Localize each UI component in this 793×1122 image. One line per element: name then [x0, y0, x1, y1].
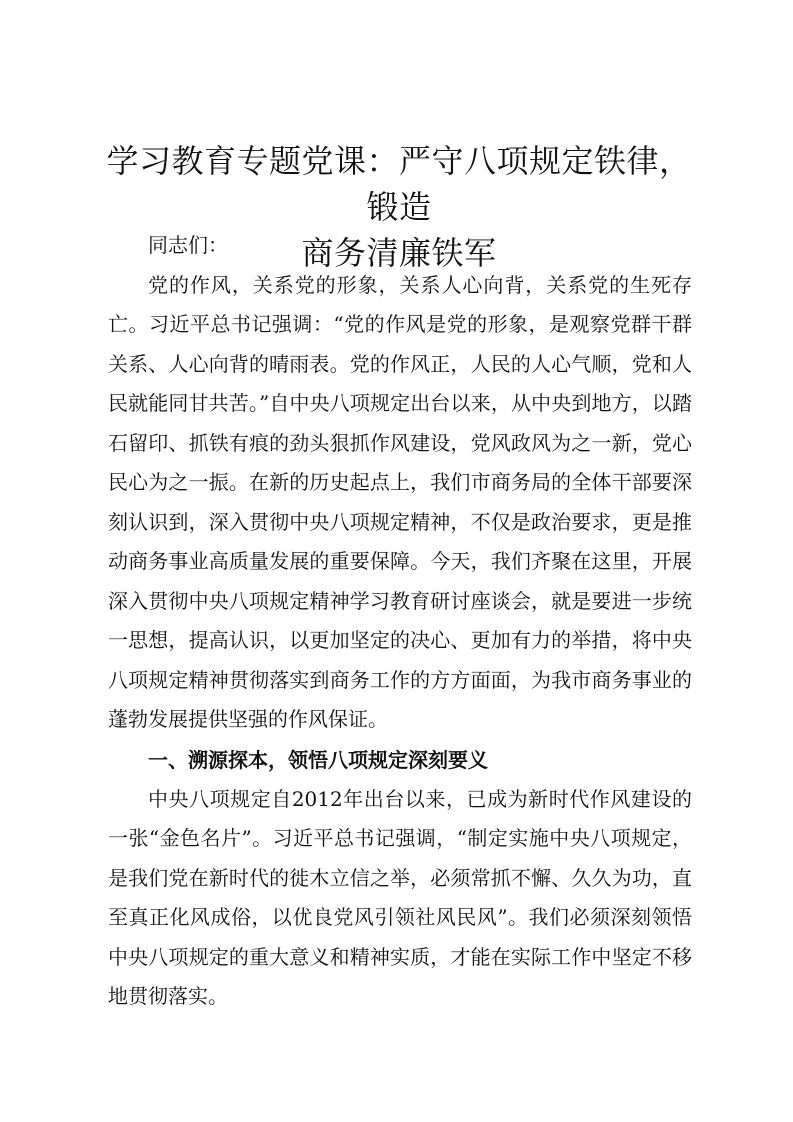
- paragraph-section-1: 中央八项规定自2012年出台以来，已成为新时代作风建设的一张“金色名片”。习近平总书记强调，“制定实施中央八项规定，是我们党在新时代的徙木立信之举，必须常抓不懈、久久为功，直至真正化风成俗，以优良党风引领社风民风”。我们必须深刻领悟中央八项规定的重大意义和精神实质，才能在实际工作中坚定不移地贯彻落实。: [108, 786, 692, 1008]
- salutation: 同志们：: [148, 233, 228, 257]
- title-line-1: 学习教育专题党课：严守八项规定铁律，锻造: [106, 142, 692, 226]
- section-heading-1: 一、溯源探本，领悟八项规定深刻要义: [148, 747, 488, 772]
- document-body: [108, 226, 692, 1017]
- title-line-2: 商务清廉铁军: [301, 234, 497, 272]
- paragraph-intro: 党的作风，关系党的形象，关系人心向背，关系党的生死存亡。习近平总书记强调：“党的作风是党的形象，是观察党群干群关系、人心向背的晴雨表。党的作风正，人民的人心气顺，党和人民就能同甘共苦。”自中央八项规定出台以来，从中央到地方，以踏石留印、抓铁有痕的劲头狠抓作风建设，党风政风为之一新，党心民心为之一振。在新的历史起点上，我们市商务局的全体干部要深刻认识到，深入贯彻中央八项规定精神，不仅是政治要求，更是推动商务事业高质量发展的重要保障。今天，我们齐聚在这里，开展深入贯彻中央八项规定精神学习教育研讨座谈会，就是要进一步统一思想，提高认识，以更加坚定的决心、更加有力的举措，将中央八项规定精神贯彻落实到商务工作的方方面面，为我市商务事业的蓬勃发展提供坚强的作风保证。: [108, 272, 692, 731]
